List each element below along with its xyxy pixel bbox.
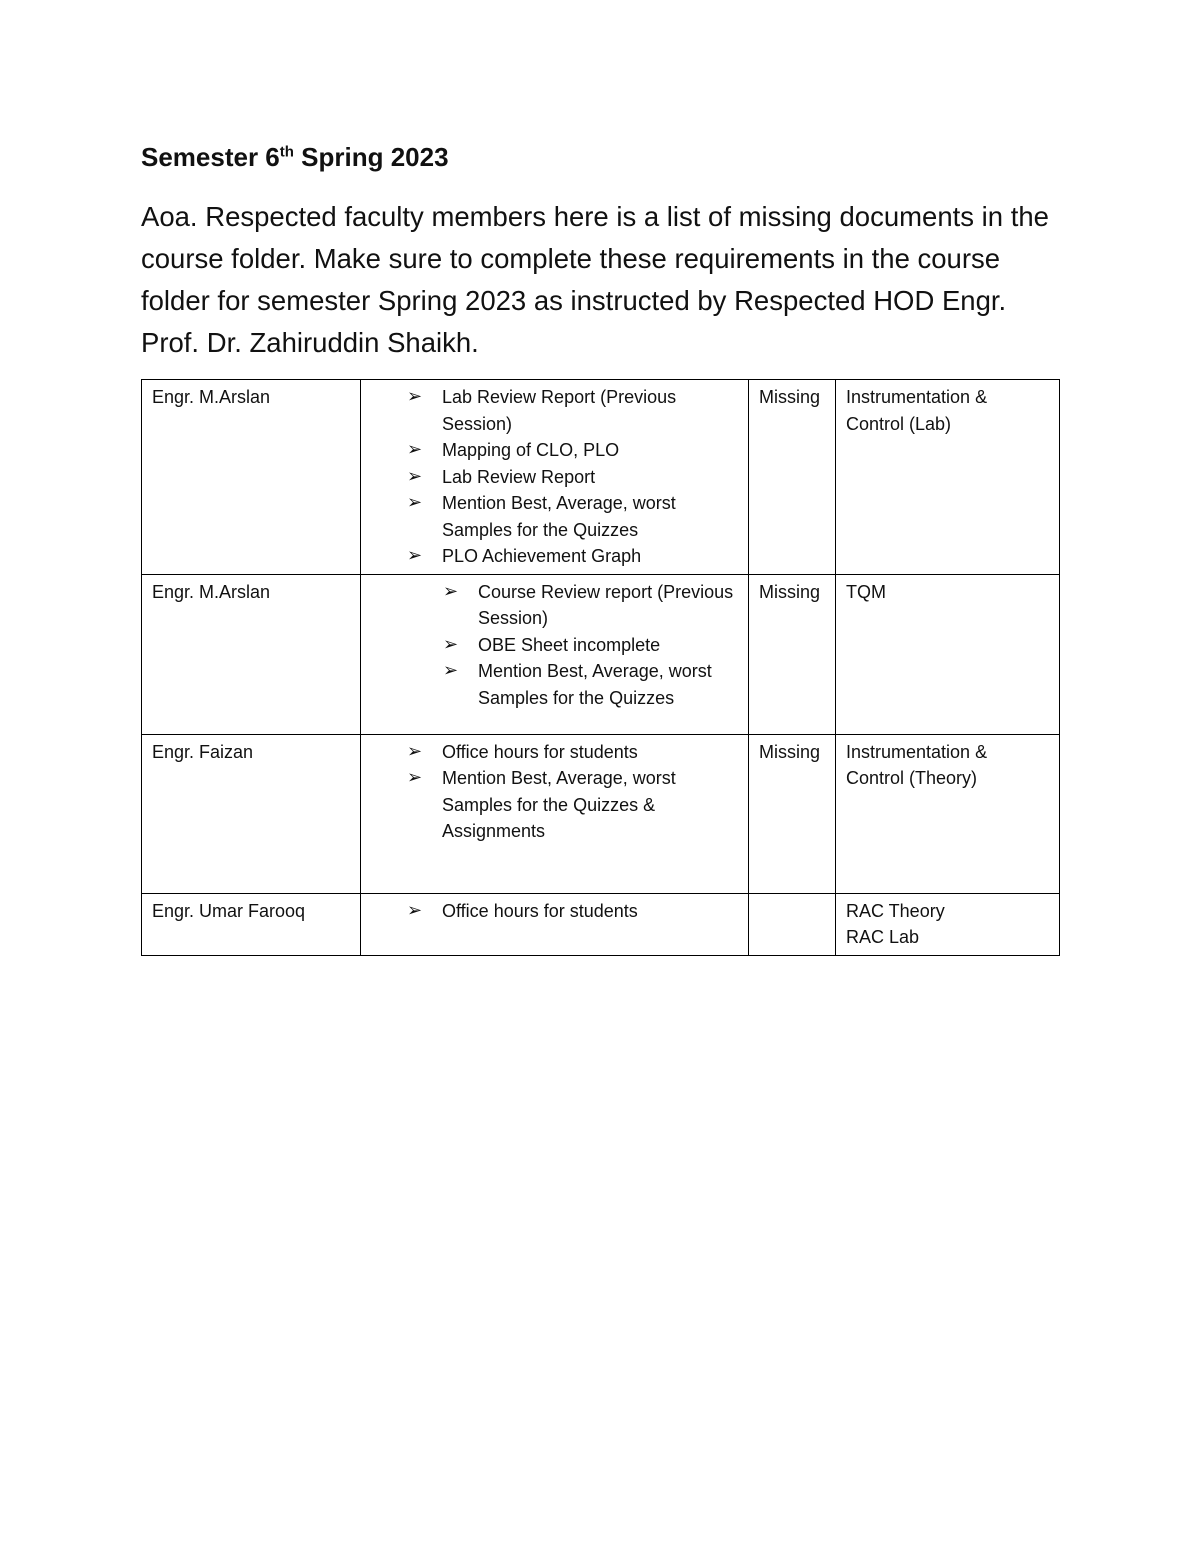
missing-items-cell [361, 380, 749, 575]
faculty-name-cell: Engr. Umar Farooq [142, 893, 361, 955]
arrow-bullet-icon: ➢ [443, 580, 459, 602]
item-text: Lab Review Report (Previous Session) [442, 387, 677, 434]
arrow-bullet-icon: ➢ [407, 439, 423, 460]
missing-items-cell [361, 893, 749, 955]
status-cell: Missing [749, 380, 836, 575]
item-text: Mapping of CLO, PLO [442, 440, 620, 460]
faculty-name-cell: Engr. M.Arslan [142, 380, 361, 575]
missing-items-cell [361, 734, 749, 893]
course-name: Instrumentation & Control (Theory) [846, 741, 988, 788]
status-cell: Missing [749, 734, 836, 893]
arrow-bullet-icon: ➢ [407, 899, 423, 921]
list-item [407, 543, 738, 570]
item-text: OBE Sheet incomplete [478, 634, 661, 655]
missing-documents-table [141, 379, 1060, 956]
course-cell [836, 734, 1060, 893]
course-cell [836, 380, 1060, 575]
course-name: Instrumentation & Control (Lab) [846, 387, 988, 434]
item-text: PLO Achievement Graph [442, 546, 642, 566]
list-item [407, 739, 738, 766]
arrow-bullet-icon: ➢ [407, 767, 423, 788]
list-item [443, 632, 738, 659]
table-row [142, 734, 1060, 893]
faculty-name-cell: Engr. M.Arslan [142, 574, 361, 734]
arrow-bullet-icon: ➢ [443, 633, 459, 655]
item-text: Mention Best, Average, worst Samples for the Quizzes [442, 493, 676, 540]
table-row [142, 893, 1060, 955]
list-item [407, 384, 738, 437]
list-item [407, 490, 738, 543]
list-item [407, 437, 738, 464]
status-cell: Missing [749, 574, 836, 734]
arrow-bullet-icon: ➢ [407, 740, 423, 762]
list-item [443, 658, 738, 711]
table-row [142, 574, 1060, 734]
item-text: Mention Best, Average, worst Samples for the Quizzes & Assignments [442, 768, 676, 841]
intro-paragraph: Aoa. Respected faculty members here is a list of missing documents in the course folder. Make sure to complete these requirements in the course folder for semester Spring 2023 as instructed by Respected HOD Engr. Prof. Dr. Zahiruddin Shaikh. [141, 201, 1049, 358]
course-cell [836, 574, 1060, 734]
arrow-bullet-icon: ➢ [407, 386, 423, 407]
course-name: TQM [846, 581, 886, 602]
missing-items-list [371, 579, 738, 712]
item-text: Office hours for students [442, 741, 638, 762]
course-name: RAC Theory [846, 900, 945, 921]
title-prefix: Semester 6 [141, 142, 280, 172]
missing-items-list [371, 384, 738, 570]
title-superscript: th [279, 143, 294, 161]
arrow-bullet-icon: ➢ [443, 660, 459, 681]
list-item [407, 765, 738, 845]
list-item [407, 898, 738, 925]
faculty-name-cell: Engr. Faizan [142, 734, 361, 893]
item-text: Lab Review Report [442, 466, 596, 487]
arrow-bullet-icon: ➢ [407, 465, 423, 487]
list-item [407, 464, 738, 491]
status-cell [749, 893, 836, 955]
course-name: RAC Lab [846, 927, 920, 947]
table-row [142, 380, 1060, 575]
title-suffix: Spring 2023 [293, 142, 449, 172]
item-text: Office hours for students [442, 900, 638, 921]
list-item [443, 579, 738, 632]
page-title [141, 142, 449, 173]
arrow-bullet-icon: ➢ [407, 492, 423, 513]
item-text: Course Review report (Previous Session) [478, 581, 734, 628]
missing-items-cell [361, 574, 749, 734]
arrow-bullet-icon: ➢ [407, 545, 423, 566]
course-cell [836, 893, 1060, 955]
missing-items-list [371, 739, 738, 845]
item-text: Mention Best, Average, worst Samples for the Quizzes [478, 661, 712, 708]
missing-items-list [371, 898, 738, 925]
